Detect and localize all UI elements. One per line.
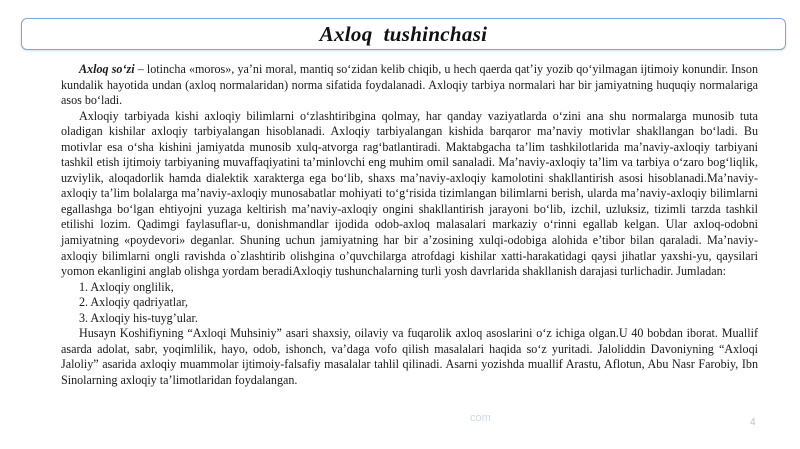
list-item: 1. Axloqiy onglilik, bbox=[79, 279, 174, 294]
paragraph-moral-education: Axloqiy tarbiyada kishi axloqiy bilimlarni o‘zlashtiribgina qolmay, har qanday vaziyatlarda o‘zini ana shu normalarga munosib tuta oladigan kishilar axloqiy tarbiyalangan hisoblanadi. Axloqiy tarbiyalangan kishida barqaror ma’naviy motivlar shakllangan bo‘ladi. Bu motivlar esa o‘sha kishini jamiyatda munosib xulq-atvorga rag‘batlantiradi. Maktabgacha ta’lim tashkilotlarida ma’naviy-axloqiy tarbiyani tashkil etish ijtimoiy tarbiyaning muvaffaqiyatini ta’minlovchi eng muhim omil sanaladi. Ma’naviy-axloqiy ta’lim va tarbiya o‘zaro bog‘liqlik, uzviylik, aloqadorlik hamda dialektik xarakterga ega bo‘lib, shaxs ma’naviy-axloqiy kamolotini shakllantirish asosi hisoblanadi.Ma’naviy-axloqiy ta’lim bolalarga ma’naviy-axloqiy munosabatlar mohiyati to‘g‘risida tizimlangan bilimlarni berish, ularda ma’naviy-axloqiy bilimlarni egallashga bo‘lgan ehtiyojni yuzaga keltirish ma’naviy-axloqiy ongini shakllantirish jarayoni bo‘lib, izchil, uzluksiz, tizimli tarzda tashkil etilishi lozim. Qadimgi faylasuflar-u, donishmandlar ijodida odob-axloq malasalari markaziy o‘rinni egallab kelgan. Ular axloq-odobni jamiyatning «poydevori» deganlar. Shuning uchun jamiyatning har bir a’zosining xulqi-odobiga alohida e’tibor bilan qaraladi. Ma’naviy- axloqiy bilimlarni ongli ravishda o`zlashtirib olishgina o’quvchilarga atrofdagi kishilar xatti-harakatidagi qaysi jihatlar yaxshi-yu, qaysilari yomon ekanligini anglab olishga yordam beradiAxloqiy tushunchalarning turli yosh davrlarida shakllanish darajasi turlichadir. Jumladan: bbox=[61, 108, 758, 279]
list-item: 3. Axloqiy his-tuyg’ular. bbox=[79, 310, 198, 325]
title-banner bbox=[21, 18, 786, 50]
page-title: Axloq tushinchasi bbox=[319, 21, 488, 46]
watermark: com bbox=[470, 412, 491, 424]
definition-text: – lotincha «moros», ya’ni moral, mantiq so‘zidan kelib chiqib, u hech qaerda qat’iy yozib qo‘yilmagan ijtimoiy konundir. Inson kundalik hayotida undan (axloq normalaridan) norma sifatida foydalanadi. Axloqiy tarbiya normalari har bir jamiyatning huquqiy normalariga asos bo‘ladi. bbox=[61, 62, 758, 108]
defined-term: Axloq so‘zi bbox=[79, 62, 135, 76]
document-body bbox=[61, 62, 758, 388]
paragraph-literary-works: Husayn Koshifiyning “Axloqi Muhsiniy” asari shaxsiy, oilaviy va fuqarolik axloq asoslarini o‘z ichiga olgan.U 40 bobdan iborat. Muallif asarda adolat, sabr, yoqimlilik, hayo, odob, ishonch, va’daga vofo qilish masalalari haqida so‘z yuritadi. Jaloliddin Davoniyning “Axloqi Jaloliy” asarida axloqiy muammolar ijtimoiy-falsafiy masalalar tahlil qilinadi. Asarni yozishda muallif Arastu, Aflotun, Abu Nasr Farobiy, Ibn Sinolarning axloqiy ta’limotlaridan foydalangan. bbox=[61, 326, 758, 387]
page-number: 4 bbox=[750, 417, 756, 428]
paragraph-definition bbox=[61, 62, 758, 109]
list-item: 2. Axloqiy qadriyatlar, bbox=[79, 295, 189, 310]
